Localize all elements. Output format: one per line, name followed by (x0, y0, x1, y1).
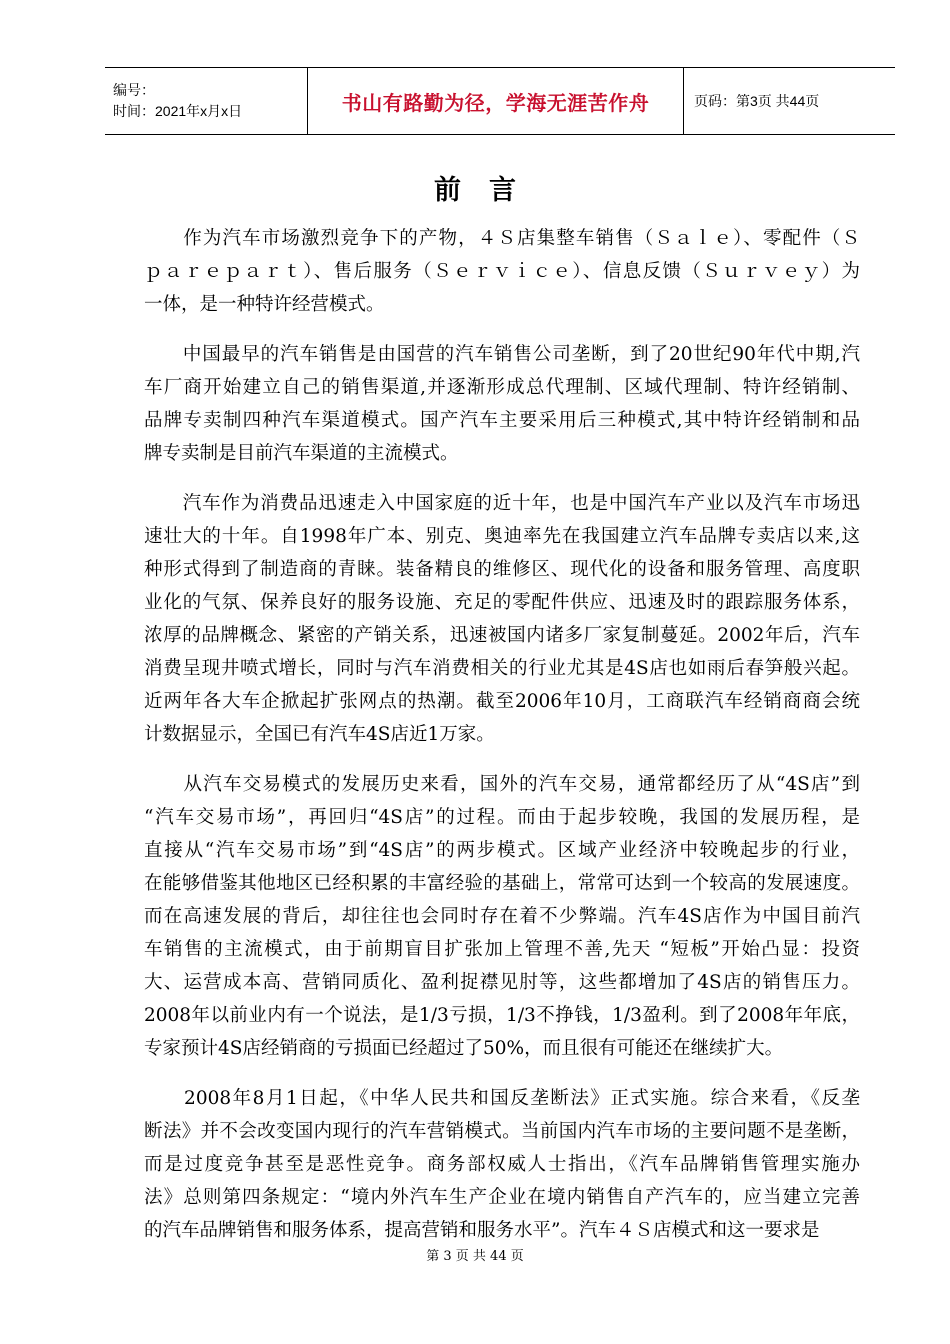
time-label: 时间：2021年x月x日 (113, 103, 243, 119)
text-line: 2008年以前业内有一个说法，是1/3亏损，1/3不挣钱，1/3盈利。到了2008年年底， (144, 1005, 860, 1026)
text-line: 断法》并不会改变国内现行的汽车营销模式。当前国内汽车市场的主要问题不是垄断， (144, 1121, 860, 1142)
text-line: 2008年8月1日起，《中华人民共和国反垄断法》正式实施。综合来看，《反垄 (144, 1088, 860, 1109)
text-line: 速壮大的十年。自1998年广本、别克、奥迪率先在我国建立汽车品牌专卖店以来,这 (144, 526, 860, 547)
text-line: 的汽车品牌销售和服务体系，提高营销和服务水平”。汽车４Ｓ店模式和这一要求是 (144, 1220, 820, 1241)
paragraph (144, 222, 860, 321)
text-line: 中国最早的汽车销售是由国营的汽车销售公司垄断，到了20世纪90年代中期,汽 (144, 344, 860, 365)
paragraph (144, 1082, 860, 1247)
text-line: 法》总则第四条规定：“境内外汽车生产企业在境内销售自产汽车的，应当建立完善 (144, 1187, 860, 1208)
text-line: 浓厚的品牌概念、紧密的产销关系，迅速被国内诸多厂家复制蔓延。2002年后，汽车 (144, 625, 860, 646)
text-line: 品牌专卖制四种汽车渠道模式。国产汽车主要采用后三种模式,其中特许经销制和品 (144, 410, 860, 431)
text-line: 直接从“汽车交易市场”到“4S店”的两步模式。区域产业经济中较晚起步的行业， (144, 840, 860, 861)
document-header (105, 67, 895, 135)
text-line: 而是过度竞争甚至是恶性竞争。商务部权威人士指出，《汽车品牌销售管理实施办 (144, 1154, 860, 1175)
text-line: 计数据显示，全国已有汽车4S店近1万家。 (144, 724, 495, 745)
text-line: 专家预计4S店经销商的亏损面已经超过了50%，而且很有可能还在继续扩大。 (144, 1038, 784, 1059)
text-line: 近两年各大车企掀起扩张网点的热潮。截至2006年10月，工商联汽车经销商商会统 (144, 691, 860, 712)
text-line: 车销售的主流模式，由于前期盲目扩张加上管理不善,先天 “短板”开始凸显：投资 (144, 939, 860, 960)
text-line: 作为汽车市场激烈竞争下的产物，４Ｓ店集整车销售（Ｓａｌｅ）、零配件（Ｓ (144, 228, 860, 249)
header-meta (105, 68, 308, 134)
page-title: 前言 (434, 175, 544, 206)
text-line: 在能够借鉴其他地区已经积累的丰富经验的基础上，常常可达到一个较高的发展速度。 (144, 873, 860, 894)
text-line: 汽车作为消费品迅速走入中国家庭的近十年，也是中国汽车产业以及汽车市场迅 (144, 493, 860, 514)
text-line: 大、运营成本高、营销同质化、盈利捉襟见肘等，这些都增加了4S店的销售压力。 (144, 972, 860, 993)
paragraph (144, 487, 860, 751)
text-line: 牌专卖制是目前汽车渠道的主流模式。 (144, 443, 459, 464)
paragraph (144, 338, 860, 470)
motto: 书山有路勤为径，学海无涯苦作舟 (341, 90, 650, 115)
header-page-cell (684, 68, 895, 134)
text-line: 消费呈现井喷式增长，同时与汽车消费相关的行业尤其是4S店也如雨后春笋般兴起。 (144, 658, 860, 679)
paragraph (144, 768, 860, 1065)
body-text (144, 222, 860, 1247)
text-line: “汽车交易市场”，再回归“4S店”的过程。而由于起步较晚，我国的发展历程，是 (144, 807, 860, 828)
text-line: 而在高速发展的背后，却往往也会同时存在着不少弊端。汽车4S店作为中国目前汽 (144, 906, 860, 927)
number-label: 编号： (113, 82, 155, 98)
page-footer: 第 3 页 共 44 页 (426, 1249, 524, 1264)
header-motto-cell (308, 68, 684, 134)
page-info: 页码：第3页 共44页 (694, 93, 820, 109)
text-line: 从汽车交易模式的发展历史来看，国外的汽车交易，通常都经历了从“4S店”到 (144, 774, 860, 795)
text-line: ｐａｒｅｐａｒｔ）、售后服务（Ｓｅｒｖｉｃｅ）、信息反馈（Ｓｕｒｖｅｙ）为 (144, 261, 860, 282)
text-line: 车厂商开始建立自己的销售渠道,并逐渐形成总代理制、区域代理制、特许经销制、 (144, 377, 860, 398)
text-line: 业化的气氛、保养良好的服务设施、充足的零配件供应、迅速及时的跟踪服务体系， (144, 592, 860, 613)
text-line: 种形式得到了制造商的青睐。装备精良的维修区、现代化的设备和服务管理、高度职 (144, 559, 860, 580)
text-line: 一体，是一种特许经营模式。 (144, 294, 385, 315)
